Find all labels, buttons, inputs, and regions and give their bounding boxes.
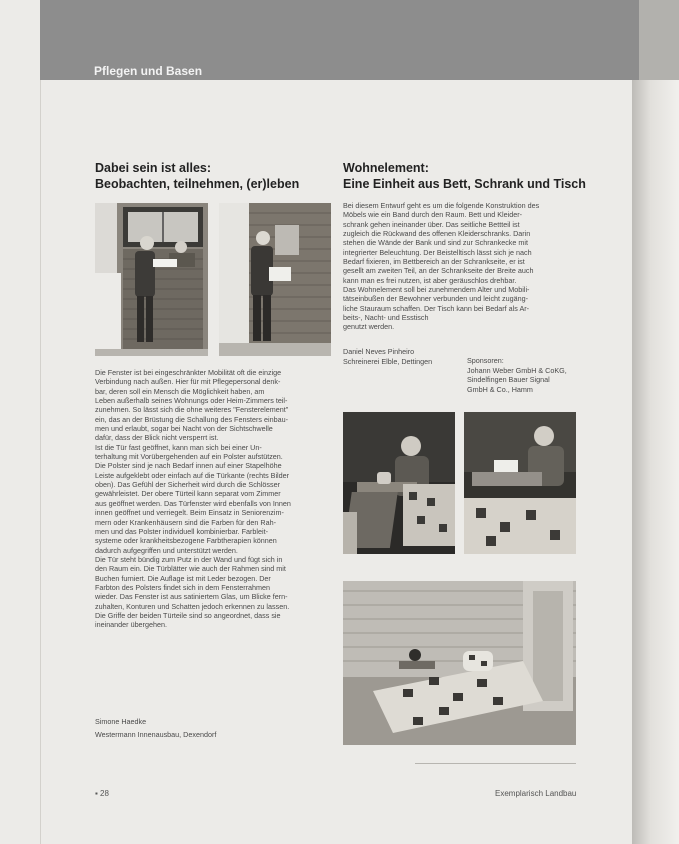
right-body-line: liche Stauraum schaffen. Der Tisch kann bei Bedarf als Ar- [343, 303, 530, 313]
designer-name: Daniel Neves Pinheiro [343, 347, 415, 356]
left-body-line: Leben außerhalb seines Wohnungs oder Heim-Zimmers teil- [95, 396, 288, 406]
designer-company: Schreinerei Elble, Dettingen [343, 356, 433, 366]
photo-bed-element [343, 581, 576, 745]
right-title-line1: Wohnelement: [343, 161, 429, 175]
photo-man-at-door-2 [219, 203, 331, 356]
left-credit [95, 717, 216, 739]
page-edge-shadow [632, 0, 679, 844]
sponsor-line: Sindelfingen Bauer Signal [467, 375, 550, 384]
left-company: Westermann Innenausbau, Dexendorf [95, 729, 217, 739]
left-body-line: Die Griffe der beiden Türteile sind so angeordnet, dass sie [95, 610, 281, 620]
left-body-line: Die Fenster ist bei eingeschränkter Mobilität oft die einzige [95, 368, 282, 377]
right-body-line: integrierter Beleuchtung. Der Beistelltisch lässt sich je nach [343, 247, 532, 257]
bottom-rule [415, 763, 576, 764]
left-body-line: systeme oder krankheitsbezogene Farbtherapien können [95, 536, 277, 546]
left-title-line2: Beobachten, teilnehmen, (er)leben [95, 177, 300, 191]
photo-man-at-door-1 [95, 203, 208, 356]
section-label: Pflegen und Basen [94, 64, 203, 78]
left-body-line: zuhalten, Konturen und Schatten jedoch erkennen zu lassen. [95, 601, 290, 611]
sponsor-line: Johann Weber GmbH & CoKG, [467, 365, 567, 375]
right-title-line2: Eine Einheit aus Bett, Schrank und Tisch [343, 177, 586, 191]
right-body-line: schrank gehen ineinander über. Das seitliche Bettteil ist [343, 219, 520, 229]
right-body-line: Möbels wie ein Band durch den Raum. Bett und Kleider- [343, 210, 522, 220]
right-body-line: kann man es frei nutzen, ist aber geräuschlos drehbar. [343, 275, 517, 285]
left-body-line: Ist die Tür fast geöffnet, kann man sich bei einer Un- [95, 442, 262, 452]
sponsors-label: Sponsoren: [467, 356, 504, 365]
left-title-line1: Dabei sein ist alles: [95, 161, 212, 175]
right-body-line: beits-, Nacht- und Esstisch [343, 313, 429, 323]
left-body-line: Die Tür steht bündig zum Putz in der Wand und fügt sich in [95, 554, 283, 564]
header-band-right [639, 0, 679, 80]
photo-man-at-table-2 [464, 412, 576, 554]
right-body-line: genutzt werden. [343, 322, 395, 332]
right-body-line: stehen die Wände der Bank und sind zur Schrankecke mit [343, 238, 528, 248]
left-body-line: Buchen furniert. Die Auflage ist mit Leder bezogen. Der [95, 573, 271, 583]
left-body-line: aus geöffnet werden. Das Türfenster wird ebenfalls von Innen [95, 498, 291, 508]
left-author: Simone Haedke [95, 717, 147, 726]
left-body-line: den Raum ein. Die Türblätter wie auch der Rahmen sind mit [95, 564, 286, 574]
left-body-line: men und erlaubt, sogar bei Nacht von der Sichtschwelle [95, 424, 273, 434]
right-body-line: Das Wohnelement soll bei zunehmendem Alter und Mobili- [343, 285, 530, 295]
left-body-line: wieder. Das Fenster ist aus satiniertem Glas, um Blicke fern- [95, 592, 288, 602]
right-designer-credit [343, 347, 432, 366]
left-body-line: zunehmen. So lässt sich die ohne weiteres "Fensterelement" [95, 405, 289, 415]
left-article-title [95, 160, 299, 192]
left-body-line: dafür, dass der Blick nicht versperrt ist. [95, 433, 219, 443]
left-body-line: men und das Polster individuell kombinierbar. Farbleit- [95, 526, 268, 536]
right-body-line: tätseinbußen der Bewohner verbunden und leicht zugäng- [343, 294, 529, 304]
left-body-line: ein, das an der Brüstung die Schallung des Fensters einbau- [95, 414, 288, 424]
right-article-body [343, 201, 576, 332]
left-body-line: gewährleistet. Der obere Türteil kann separat vom Zimmer [95, 489, 281, 499]
left-body-line: terhaltung mit Vorübergehenden auf ein Polster aufstützen. [95, 452, 283, 462]
left-body-line: ineinander übergehen. [95, 620, 167, 630]
photo-man-at-table-1 [343, 412, 455, 554]
sponsor-line: GmbH & Co., Hamm [467, 384, 533, 394]
publication-name: Exemplarisch Landbau [495, 789, 577, 798]
left-body-line: oben). Das Gefühl der Sicherheit wird durch die Schlösser [95, 480, 280, 490]
left-body-line: Verbindung nach außen. Hier für mit Pflegepersonal denk- [95, 377, 281, 387]
left-body-line: dadurch aufgegriffen und unterstützt werden. [95, 545, 238, 555]
sponsors-block [467, 356, 567, 394]
left-body-line: mern oder Krankenhäusern sind die Farben für den Rah- [95, 517, 276, 527]
right-body-line: Bedarf fixieren, im Bettbereich an der Schrankseite, er ist [343, 257, 525, 267]
left-article-body [95, 368, 331, 630]
right-body-line: zugleich die Rückwand des offenen Kleiderschranks. Darin [343, 229, 531, 239]
right-body-line: Bei diesem Entwurf geht es um die folgende Konstruktion des [343, 201, 540, 210]
right-body-line: gesellt am zweiten Teil, an der Schrankseite der Breite auch [343, 266, 534, 276]
page-left-edge [40, 80, 41, 844]
left-body-line: Leiste aufgeklebt oder einfach auf die Türkante (rechts Bilder [95, 470, 290, 480]
left-body-line: bar, deren soll ein Mensch die Möglichkeit haben, am [95, 386, 265, 396]
page-number: ▪ 28 [95, 789, 109, 798]
right-article-title [343, 160, 586, 192]
left-body-line: Farbton des Polsters findet sich in dem Fensterrahmen [95, 582, 270, 592]
left-body-line: innen geöffnet und verriegelt. Beim Einsatz in Seniorenzim- [95, 508, 284, 518]
left-body-line: Die Polster sind je nach Bedarf innen auf einer Stapelhöhe [95, 461, 282, 471]
